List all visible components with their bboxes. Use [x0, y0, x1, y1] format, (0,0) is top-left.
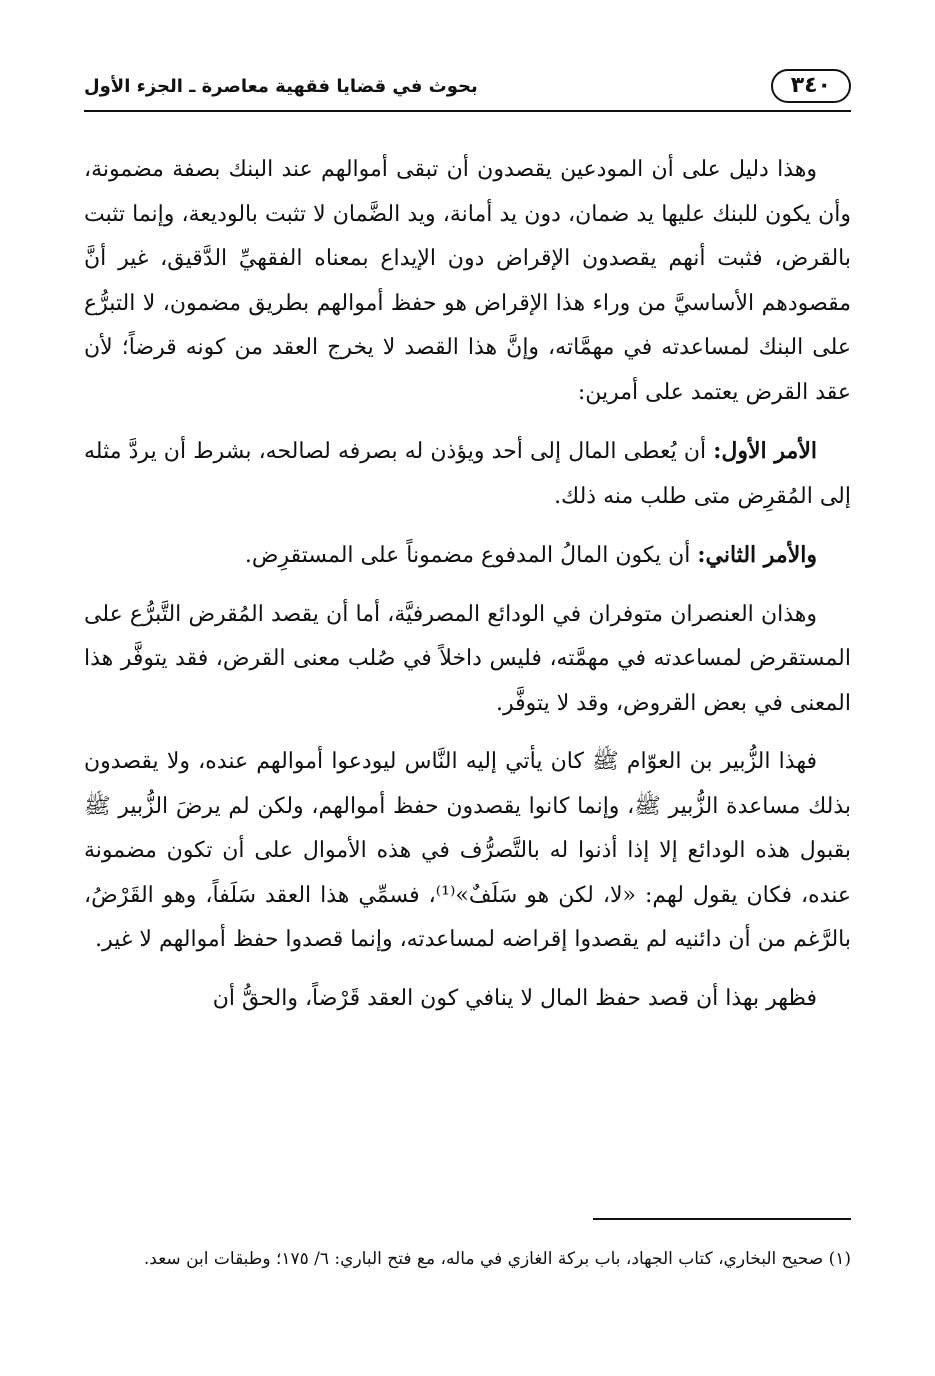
paragraph: فظهر بهذا أن قصد حفظ المال لا ينافي كون العقد قَرْضاً، والحقُّ أن	[212, 985, 817, 1011]
paragraph: وهذا دليل على أن المودعين يقصدون أن تبقى أموالهم عند البنك بصفة مضمونة، وأن يكون للبنك عليها يد ضمان، دون يد أمانة، ويد الضَّمان لا تثبت بالوديعة، وإنما تثبت بالقرض، فثبت أنهم يقصدون الإقراض دون الإيداع بمعناه الفقهيِّ الدَّقيق، غير أنَّ مقصودهم الأساسيَّ من وراء هذا الإقراض هو حفظ أموالهم بطريق مضمون، لا التبرُّع على البنك لمساعدته في مهمَّاته، وإنَّ هذا القصد لا يخرج العقد من كونه قرضاً؛ لأن عقد القرض يعتمد على أمرين:	[84, 157, 851, 405]
paragraph-label: والأمر الثاني:	[697, 542, 817, 568]
page-number: ٣٤٠	[771, 69, 851, 103]
paragraph-label: الأمر الأول:	[713, 438, 817, 464]
paragraph: وهذان العنصران متوفران في الودائع المصرفيَّة، أما أن يقصد المُقرض التَّبرُّع على المستقرض لمساعدته في مهمَّته، فليس داخلاً في صُلب معنى القرض، فقد يتوفَّر هذا المعنى في بعض القروض، وقد لا يتوفَّر.	[84, 601, 851, 716]
paragraph-text: أن يكون المالُ المدفوع مضموناً على المستقرِض.	[244, 543, 698, 568]
header-rule	[84, 110, 851, 112]
paragraph-text: أن يُعطى المال إلى أحد ويؤذن له بصرفه لصالحه، بشرط أن يردَّ مثله إلى المُقرِض متى طلب منه ذلك.	[84, 439, 851, 509]
footnote-separator	[593, 1218, 851, 1220]
paragraph-first-matter	[84, 429, 851, 519]
running-title: بحوث في قضايا فقهية معاصرة ـ الجزء الأول	[84, 75, 478, 97]
footnote: (١) صحيح البخاري، كتاب الجهاد، باب بركة الغازي في ماله، مع فتح الباري: ٦/ ١٧٥؛ وطبقات ابن سعد.	[143, 1249, 851, 1269]
paragraph-second-matter	[84, 533, 851, 579]
main-text	[84, 148, 851, 1035]
page-header	[84, 66, 851, 106]
paragraph: فهذا الزُّبير بن العوّام ﷺ كان يأتي إليه النَّاس ليودعوا أموالهم عنده، ولا يقصدون بذلك مساعدة الزُّبير ﷺ، وإنما كانوا يقصدون حفظ أموالهم، ولكن لم يرضَ الزُّبير ﷺ بقبول هذه الودائع إلا إذا أذنوا له بالتَّصرُّف في هذه الأموال على أن تكون مضمونة عنده، فكان يقول لهم: «لا، لكن هو سَلَفٌ»⁽¹⁾، فسمِّي هذا العقد سَلَفاً، وهو القَرْضُ، بالرَّغم من أن دائنيه لم يقصدوا إقراضه لمساعدته، وإنما قصدوا حفظ أموالهم لا غير.	[84, 749, 851, 952]
